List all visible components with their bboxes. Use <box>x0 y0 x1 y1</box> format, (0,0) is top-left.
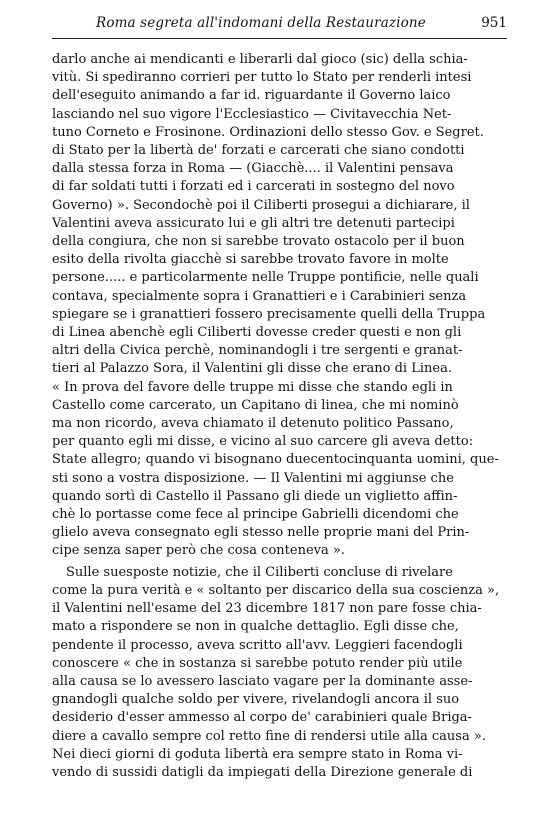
text-line: di far soldati tutti i forzati ed i carcerati in sostegno del novo <box>52 179 455 195</box>
text-line: ma non ricordo, aveva chiamato il detenuto politico Passano, <box>52 416 454 432</box>
text-line: quando sortì di Castello il Passano gli diede un viglietto affin- <box>52 488 458 504</box>
text-line: gnandogli qualche soldo per vivere, rivelandogli ancora il suo <box>52 692 460 708</box>
text-line: Sulle suesposte notizie, che il Ciliberti concluse di rivelare <box>66 564 453 580</box>
text-line: tuno Corneto e Frosinone. Ordinazioni dello stesso Gov. e Segret. <box>52 124 484 140</box>
text-line: di Stato per la libertà de' forzati e carcerati che siano condotti <box>52 143 465 159</box>
text-line: della congiura, che non si sarebbe trovato ostacolo per il buon <box>52 234 465 250</box>
text-line: spiegare se i granattieri fossero precisamente quelli della Truppa <box>52 306 486 322</box>
running-title: Roma segreta all'indomani della Restaurazione <box>96 15 426 31</box>
text-line: di Linea abenchè egli Ciliberti dovesse creder questi e non gli <box>52 325 462 341</box>
text-line: Nei dieci giorni di goduta libertà era sempre stato in Roma vi- <box>52 746 463 762</box>
paragraph <box>52 564 507 782</box>
text-line: sti sono a vostra disposizione. — Il Valentini mi aggiunse che <box>52 470 454 486</box>
text-line: Governo) ». Secondochè poi il Ciliberti prosegui a dichiarare, il <box>52 197 470 213</box>
text-line: vitù. Si spediranno corrieri per tutto lo Stato per renderli intesi <box>52 70 472 86</box>
text-line: altri della Civica perchè, nominandogli i tre sergenti e granat- <box>52 343 463 359</box>
text-line: dell'eseguito animando a far id. riguardante il Governo laico <box>52 88 451 104</box>
text-line: per quanto egli mi disse, e vicino al suo carcere gli aveva detto: <box>52 434 474 450</box>
text-line: alla causa se lo avessero lasciato vagare per la dominante asse- <box>52 673 473 689</box>
page-number: 951 <box>481 15 507 31</box>
text-line: diere a cavallo sempre col retto fine di rendersi utile alla causa ». <box>52 728 486 744</box>
paragraph <box>52 51 507 561</box>
text-line: mato a rispondere se non in qualche dettaglio. Egli disse che, <box>52 619 459 635</box>
text-line: come la pura verità e « soltanto per discarico della sua coscienza », <box>52 582 500 598</box>
running-head <box>52 14 507 39</box>
text-line: Valentini aveva assicurato lui e gli altri tre detenuti partecipi <box>52 215 455 231</box>
text-line: desiderio d'esser ammesso al corpo de' carabinieri quale Briga- <box>52 710 472 726</box>
text-line: cipe senza saper però che cosa conteneva ». <box>52 543 345 559</box>
text-line: persone..... e particolarmente nelle Truppe pontificie, nelle quali <box>52 270 479 286</box>
text-line: tieri al Palazzo Sora, il Valentini gli disse che erano di Linea. <box>52 361 452 377</box>
body-text <box>52 51 507 782</box>
book-page <box>52 14 507 782</box>
text-line: darlo anche ai mendicanti e liberarli dal gioco (sic) della schia- <box>52 52 468 67</box>
text-line: State allegro; quando vi bisognano duecentocinquanta uomini, que- <box>52 452 499 468</box>
text-line: il Valentini nell'esame del 23 dicembre 1817 non pare fosse chia- <box>52 601 482 617</box>
text-line: contava, specialmente sopra i Granattieri e i Carabinieri senza <box>52 288 467 304</box>
text-line: « In prova del favore delle truppe mi disse che stando egli in <box>52 379 453 395</box>
text-line: esito della rivolta giacchè si sarebbe trovato favore in molte <box>52 252 449 268</box>
text-line: vendo di sussidi datigli da impiegati della Direzione generale di <box>52 764 473 780</box>
text-line: dalla stessa forza in Roma — (Giacchè.... il Valentini pensava <box>52 161 454 177</box>
text-line: chè lo portasse come fece al principe Gabrielli dicendomi che <box>52 507 459 523</box>
text-line: Castello come carcerato, un Capitano di linea, che mi nominò <box>52 397 459 413</box>
text-line: conoscere « che in sostanza si sarebbe potuto render più utile <box>52 655 463 671</box>
text-line: glielo aveva consegnato egli stesso nelle proprie mani del Prin- <box>52 525 470 541</box>
text-line: pendente il processo, aveva scritto all'avv. Leggieri facendogli <box>52 637 463 653</box>
text-line: lasciando nel suo vigore l'Ecclesiastico — Civitavecchia Net- <box>52 106 452 122</box>
